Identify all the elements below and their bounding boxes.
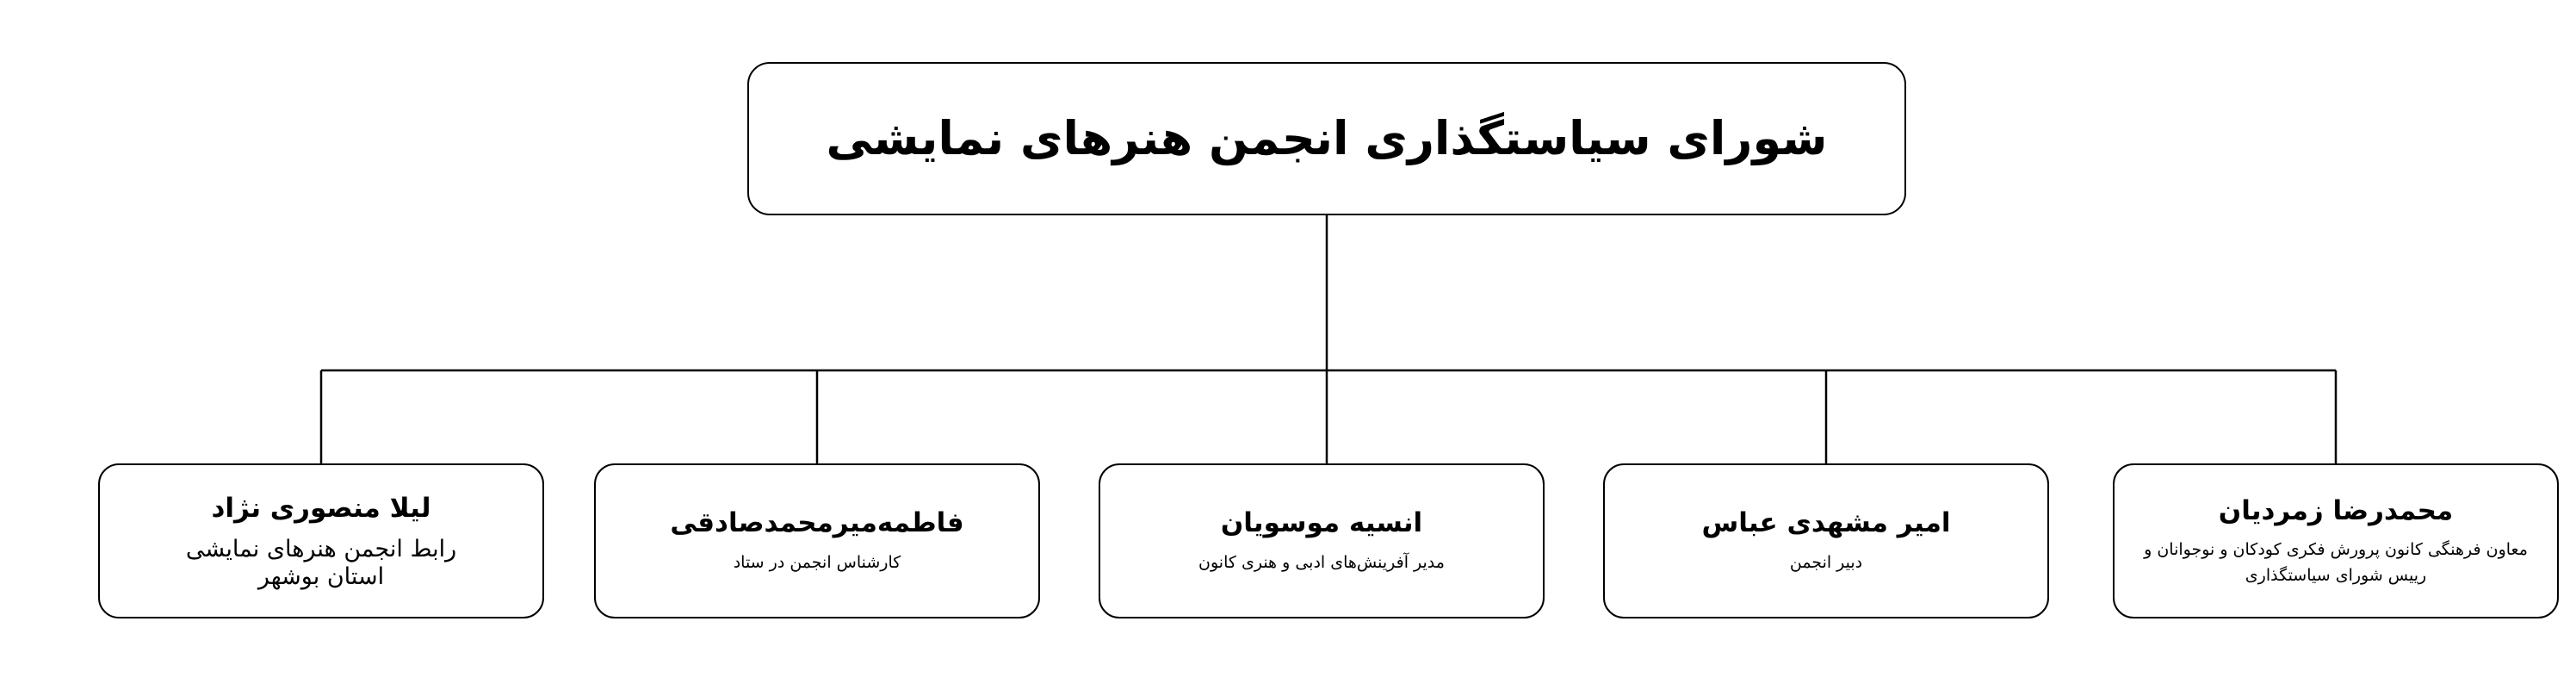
root-node <box>747 62 1906 215</box>
member-role-line: رییس شورای سیاستگذاری <box>2245 565 2427 585</box>
member-name: محمدرضا زمردیان <box>2218 494 2454 526</box>
member-name: لیلا منصوری نژاد <box>211 492 431 524</box>
member-node-2 <box>1603 463 2049 618</box>
member-name: فاطمه‌میرمحمدصادقی <box>670 507 964 539</box>
member-name: امیر مشهدی عباس <box>1701 507 1951 539</box>
member-node-1 <box>2113 463 2559 618</box>
member-role-line: معاون فرهنگی کانون پرورش فکری کودکان و نوجوانان و <box>2144 540 2528 560</box>
member-role-line: مدیر آفرینش‌های ادبی و هنری کانون <box>1198 553 1445 573</box>
member-role-line: کارشناس انجمن در ستاد <box>733 553 901 573</box>
member-node-4 <box>594 463 1040 618</box>
member-node-5 <box>98 463 544 618</box>
member-role-line: استان بوشهر <box>257 562 385 590</box>
root-title: شورای سیاستگذاری انجمن هنرهای نمایشی <box>826 110 1828 165</box>
member-node-3 <box>1099 463 1545 618</box>
member-role-line: دبیر انجمن <box>1789 553 1863 573</box>
member-role-line: رابط انجمن هنرهای نمایشی <box>185 535 457 562</box>
member-name: انسیه موسویان <box>1220 507 1423 539</box>
